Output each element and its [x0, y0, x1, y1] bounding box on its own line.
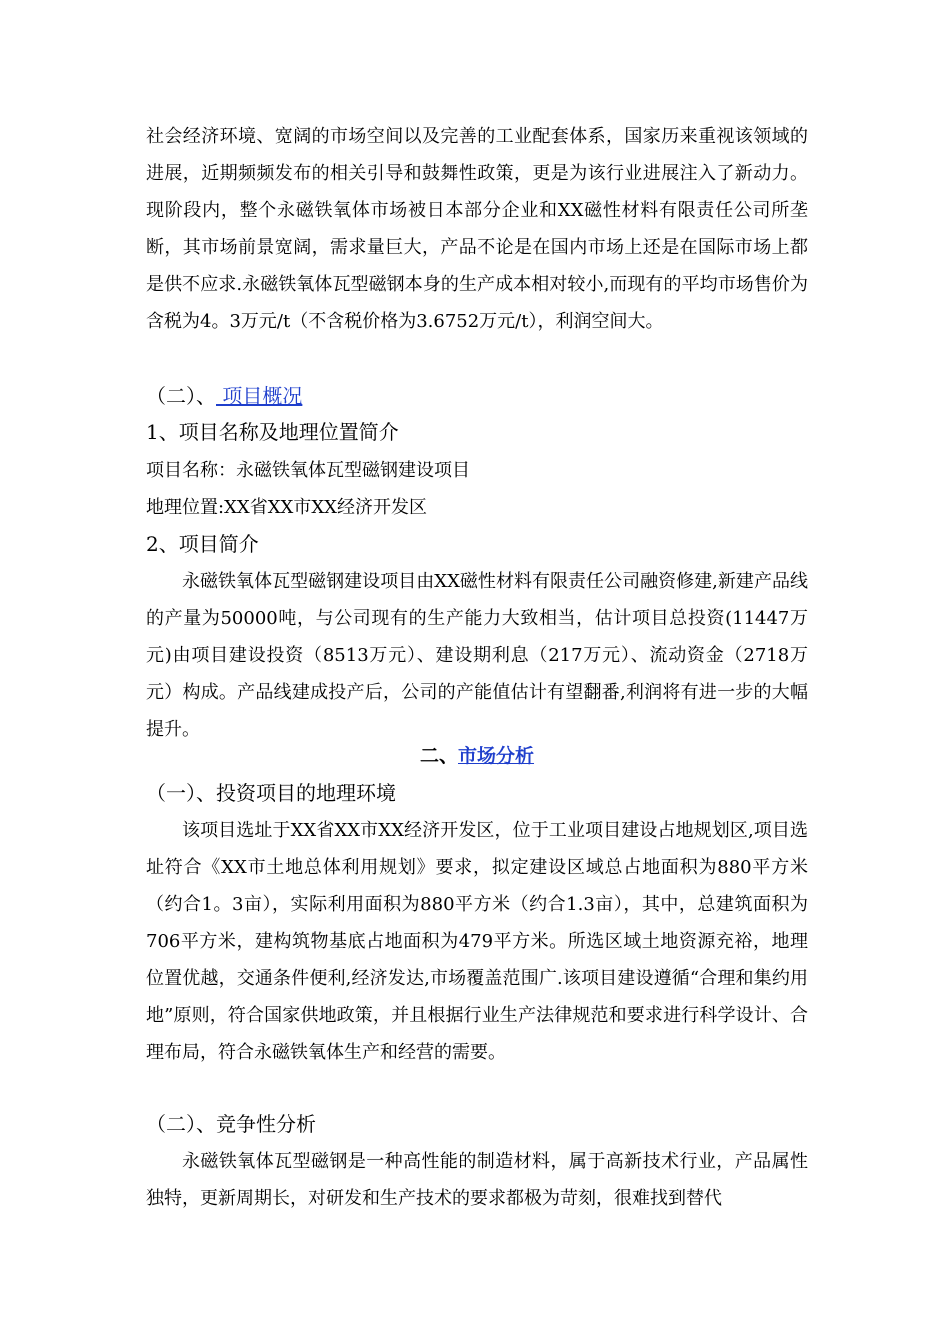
section-geo-heading: （一）、投资项目的地理环境	[146, 781, 396, 805]
item1-heading: 1、项目名称及地理位置简介	[146, 420, 399, 444]
project-intro-paragraph: 永磁铁氧体瓦型磁钢建设项目由XX磁性材料有限责任公司融资修建,新建产品线的产量为50000吨，与公司现有的生产能力大致相当，估计项目总投资(11447万元)由项目建设投资（8513万元）、建设期利息（217万元）、流动资金（2718万元）构成。产品线建成投产后，公司的产能值估计有望翻番,利润将有进一步的大幅提升。	[146, 571, 808, 740]
section-overview-link[interactable]: 项目概况	[216, 384, 303, 408]
item2-heading: 2、项目简介	[146, 532, 259, 556]
section-overview-prefix: （二）、	[146, 384, 216, 408]
geo-paragraph: 该项目选址于XX省XX市XX经济开发区，位于工业项目建设占地规划区,项目选址符合《XX市土地总体利用规划》要求，拟定建设区域总占地面积为880平方米（约合1。3亩），实际利用面积为880平方米（约合1.3亩），其中，总建筑面积为706平方米，建构筑物基底占地面积为479平方米。所选区域土地资源充裕，地理位置优越，交通条件便利,经济发达,市场覆盖范围广.该项目建设遵循“合理和集约用地”原则，符合国家供地政策，并且根据行业生产法律规范和要求进行科学设计、合理布局，符合永磁铁氧体生产和经营的需要。	[146, 820, 808, 1063]
location-line: 地理位置:XX省XX市XX经济开发区	[146, 497, 427, 518]
section-overview-heading	[146, 378, 808, 415]
chapter-two-link[interactable]: 市场分析	[458, 745, 535, 767]
section-comp-heading: （二）、竞争性分析	[146, 1112, 316, 1136]
project-name-line: 项目名称：永磁铁氧体瓦型磁钢建设项目	[146, 460, 470, 481]
chapter-two-title	[146, 738, 808, 775]
intro-paragraph: 社会经济环境、宽阔的市场空间以及完善的工业配套体系，国家历来重视该领域的进展，近期频频发布的相关引导和鼓舞性政策，更是为该行业进展注入了新动力。现阶段内，整个永磁铁氧体市场被日本部分企业和XX磁性材料有限责任公司所垄断，其市场前景宽阔，需求量巨大，产品不论是在国内市场上还是在国际市场上都是供不应求.永磁铁氧体瓦型磁钢本身的生产成本相对较小,而现有的平均市场售价为含税为4。3万元/t（不含税价格为3.6752万元/t），利润空间大。	[146, 126, 808, 332]
chapter-two-prefix: 二、	[419, 745, 458, 767]
comp-paragraph: 永磁铁氧体瓦型磁钢是一种高性能的制造材料，属于高新技术行业，产品属性独特，更新周期长，对研发和生产技术的要求都极为苛刻，很难找到替代	[146, 1151, 808, 1209]
